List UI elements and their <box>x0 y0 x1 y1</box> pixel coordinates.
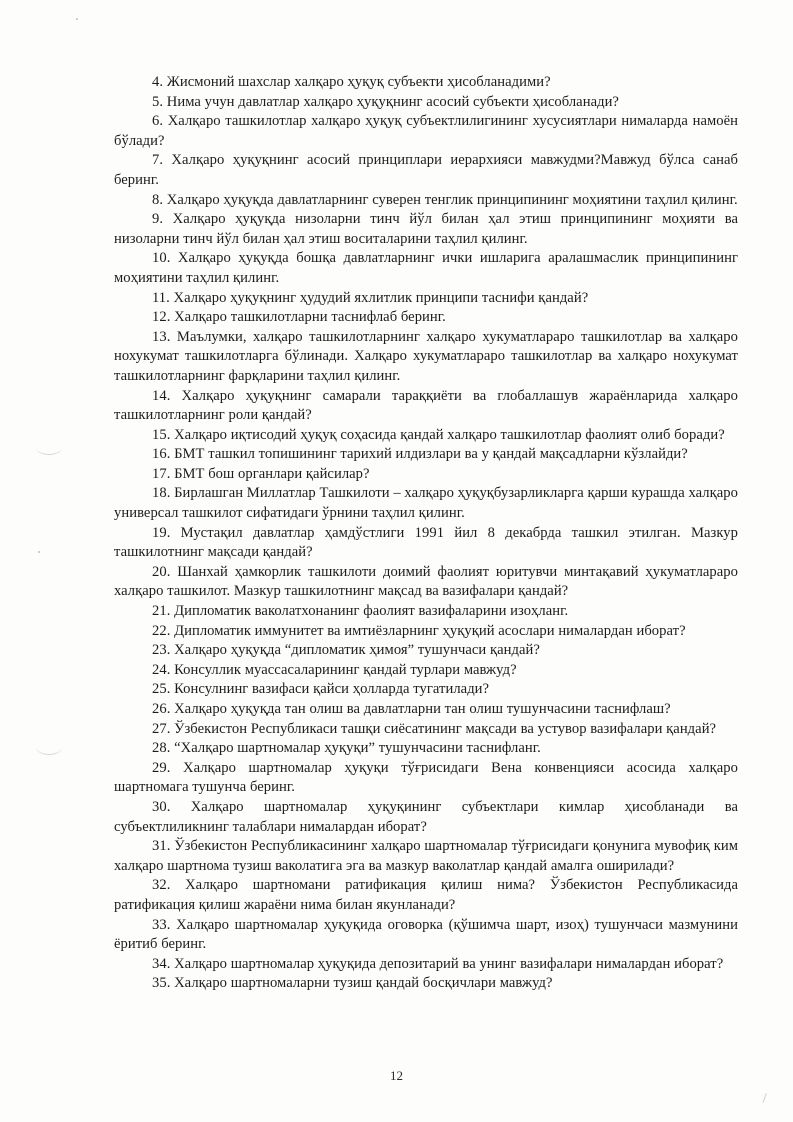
question-item: 11. Халқаро ҳуқуқнинг ҳудудий яхлитлик принципи таснифи қандай? <box>152 289 589 306</box>
scan-corner-mark <box>763 1093 773 1105</box>
question-item: 24. Консуллик муассасаларининг қандай турлари мавжуд? <box>152 661 517 678</box>
scan-speck <box>76 18 78 20</box>
punch-hole-mark <box>36 440 62 455</box>
question-item: 26. Халқаро ҳуқуқда тан олиш ва давлатларни тан олиш тушунчасини таснифлаш? <box>152 701 671 717</box>
question-item: 20. Шанхай ҳамкорлик ташкилоти доимий фаолият юритувчи минтақавий ҳукуматлараро халқаро ташкилот. Мазкур ташкилотнинг мақсад ва вазифалари қандай? <box>114 563 738 600</box>
question-item: 4. Жисмоний шахслар халқаро ҳуқуқ субъекти ҳисобланадими? <box>152 74 551 90</box>
question-item: 31. Ўзбекистон Республикасининг халқаро шартномалар тўғрисидаги қонунига мувофиқ ким халқаро шартнома тузиш ваколатига эга ва мазкур ваколатлар қандай амалга оширилади? <box>114 838 738 874</box>
question-item: 9. Халқаро ҳуқуқда низоларни тинч йўл билан ҳал этиш принципининг моҳияти ва низоларни тинч йўл билан ҳал этиш воситаларини таҳлил қилинг. <box>114 211 738 247</box>
question-item: 12. Халқаро ташкилотларни таснифлаб беринг. <box>152 309 446 326</box>
question-item: 13. Маълумки, халқаро ташкилотларнинг халқаро хукуматлараро ташкилотлар ва халқаро нохукумат ташкилотларга бўлинади. Халқаро хукуматлараро ташкилотлар ва халқаро нохукумат ташкилотларнинг фарқларини таҳлил қилинг. <box>114 328 738 384</box>
punch-hole-mark <box>36 740 62 755</box>
question-item: 22. Дипломатик иммунитет ва имтиёзларнинг ҳуқуқий асослари нималардан иборат? <box>152 622 686 639</box>
scan-speck <box>38 551 40 553</box>
question-item: 23. Халқаро ҳуқуқда “дипломатик ҳимоя” тушунчаси қандай? <box>152 642 540 659</box>
question-item: 6. Халқаро ташкилотлар халқаро ҳуқуқ субъектлилигининг хусусиятлари нималарда намоён бўлади? <box>114 113 738 149</box>
question-item: 14. Халқаро ҳуқуқнинг самарали тараққиёти ва глобаллашув жараёнларида халқаро ташкилотларнинг роли қандай? <box>114 387 738 424</box>
question-item: 19. Мустақил давлатлар ҳамдўстлиги 1991 йил 8 декабрда ташкил этилган. Мазкур ташкилотнинг мақсади қандай? <box>114 524 738 561</box>
question-item: 25. Консулнинг вазифаси қайси ҳолларда тугатилади? <box>152 681 490 698</box>
question-item: 17. БМТ бош органлари қайсилар? <box>152 465 370 482</box>
question-item: 30. Халқаро шартномалар ҳуқуқининг субъектлари кимлар ҳисобланади ва субъектлиликнинг талаблари нималардан иборат? <box>114 798 738 835</box>
question-list <box>114 73 738 994</box>
question-item: 15. Халқаро иқтисодий ҳуқуқ соҳасида қандай халқаро ташкилотлар фаолият олиб боради? <box>152 426 725 443</box>
question-item: 5. Нима учун давлатлар халқаро ҳуқуқнинг асосий субъекти ҳисобланади? <box>152 93 619 110</box>
question-item: 35. Халқаро шартномаларни тузиш қандай босқичлари мавжуд? <box>152 975 553 992</box>
question-item: 16. БМТ ташкил топишининг тарихий илдизлари ва у қандай мақсадларни кўзлайди? <box>152 446 688 463</box>
question-item: 28. “Халқаро шартномалар ҳуқуқи” тушунчасини таснифланг. <box>152 740 541 757</box>
question-item: 29. Халқаро шартномалар ҳуқуқи тўғрисидаги Вена конвенцияси асосида халқаро шартномага тушунча беринг. <box>114 759 738 796</box>
question-item: 10. Халқаро ҳуқуқда бошқа давлатларнинг ички ишларига аралашмаслик принципининг моҳиятини таҳлил қилинг. <box>114 250 738 286</box>
question-item: 18. Бирлашган Миллатлар Ташкилоти – халқаро ҳуқуқбузарликларга қарши курашда халқаро универсал ташкилот сифатидаги ўрнини таҳлил қилинг. <box>114 485 739 522</box>
question-item: 27. Ўзбекистон Республикаси ташқи сиёсатининг мақсади ва устувор вазифалари қандай? <box>152 720 717 737</box>
question-item: 34. Халқаро шартномалар ҳуқуқида депозитарий ва унинг вазифалари нималардан иборат? <box>152 955 724 972</box>
page-number: 12 <box>390 1068 403 1083</box>
question-item: 21. Дипломатик ваколатхонанинг фаолият вазифаларини изоҳланг. <box>152 603 569 620</box>
question-item: 32. Халқаро шартномани ратификация қилиш нима? Ўзбекистон Республикасида ратификация қилиш жараёни нима билан якунланади? <box>114 877 738 913</box>
question-item: 8. Халқаро ҳуқуқда давлатларнинг суверен тенглик принципининг моҳиятини таҳлил қилинг. <box>152 191 738 208</box>
question-item: 33. Халқаро шартномалар ҳуқуқида оговорка (қўшимча шарт, изоҳ) тушунчаси мазмунини ёритиб беринг. <box>114 916 738 953</box>
question-item: 7. Халқаро ҳуқуқнинг асосий принциплари иерархияси мавжудми?Мавжуд бўлса санаб беринг. <box>114 152 738 188</box>
